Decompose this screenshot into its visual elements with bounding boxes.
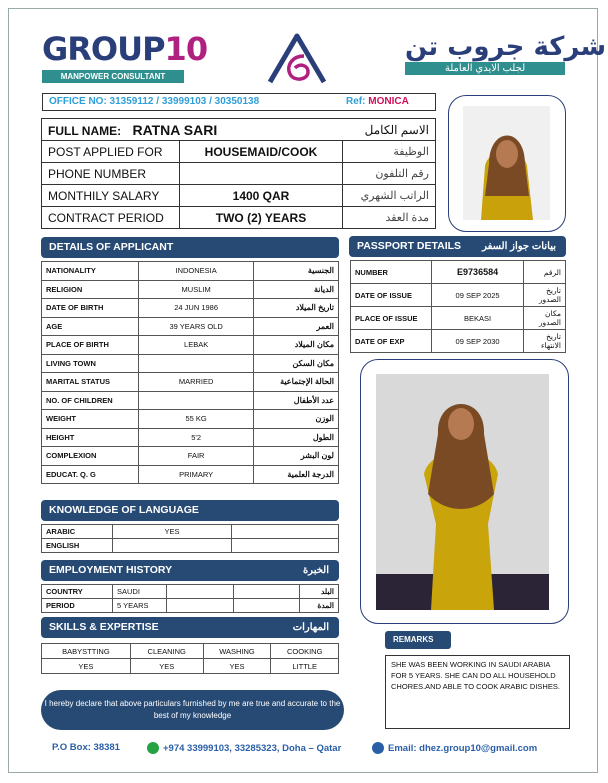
table-row xyxy=(42,539,339,553)
emblem-logo-icon xyxy=(264,30,330,91)
phone-value xyxy=(180,163,343,185)
post-value: HOUSEMAID/COOK xyxy=(180,141,343,163)
detail-value: MUSLIM xyxy=(138,280,253,299)
detail-ar: العمر xyxy=(254,317,339,336)
footer-phones-text: +974 33999103, 33285323, Doha – Qatar xyxy=(163,742,342,754)
language-table xyxy=(41,524,339,553)
ref-value: MONICA xyxy=(368,96,409,107)
skill-value: YES xyxy=(42,659,131,674)
table-row xyxy=(351,307,566,330)
table-row xyxy=(42,336,339,355)
detail-value: INDONESIA xyxy=(138,262,253,281)
details-table xyxy=(41,261,339,484)
detail-value: 55 KG xyxy=(138,410,253,429)
skill-name: BABYSTTING xyxy=(42,644,131,659)
detail-ar: تاريخ الميلاد xyxy=(254,299,339,318)
detail-label: DATE OF BIRTH xyxy=(42,299,139,318)
employment-label: COUNTRY xyxy=(42,585,113,599)
table-row xyxy=(42,428,339,447)
language-title: KNOWLEDGE OF LANGUAGE xyxy=(49,504,199,516)
detail-value: MARRIED xyxy=(138,373,253,392)
detail-ar: الجنسية xyxy=(254,262,339,281)
employment-ar: البلد xyxy=(300,585,339,599)
remarks-text: SHE WAS BEEN WORKING IN SAUDI ARABIA FOR 5 YEARS. SHE CAN DO ALL HOUSEHOLD CHORES.AND ABLE TO COOK ARABIC DISHES. xyxy=(385,655,570,729)
detail-label: NATIONALITY xyxy=(42,262,139,281)
details-title: DETAILS OF APPLICANT xyxy=(49,241,174,253)
footer-phones xyxy=(147,742,341,754)
detail-value: 39 YEARS OLD xyxy=(138,317,253,336)
detail-label: PLACE OF BIRTH xyxy=(42,336,139,355)
footer-email-text[interactable]: Email: dhez.group10@gmail.com xyxy=(388,742,538,754)
passport-section-header xyxy=(349,236,566,257)
table-row xyxy=(42,141,436,163)
employment-table xyxy=(41,584,339,613)
passport-label: NUMBER xyxy=(351,261,432,284)
detail-value: 24 JUN 1986 xyxy=(138,299,253,318)
passport-title-ar: بيانات جواز السفر xyxy=(482,241,556,252)
full-name-ar: الاسم الكامل xyxy=(343,119,436,141)
contract-value: TWO (2) YEARS xyxy=(180,207,343,229)
skills-title-ar: المهارات xyxy=(292,622,329,633)
language-section-header xyxy=(41,500,339,521)
skill-name: CLEANING xyxy=(130,644,203,659)
employment-title: EMPLOYMENT HISTORY xyxy=(49,564,173,576)
table-row xyxy=(42,354,339,373)
passport-value: 09 SEP 2025 xyxy=(432,284,523,307)
employment-value: SAUDI xyxy=(113,585,167,599)
group10-logo xyxy=(42,30,207,83)
detail-label: NO. OF CHILDREN xyxy=(42,391,139,410)
table-row xyxy=(351,284,566,307)
passport-table xyxy=(350,260,566,353)
employment-ar: المدة xyxy=(300,599,339,613)
table-row xyxy=(42,410,339,429)
table-row xyxy=(42,299,339,318)
contract-label: CONTRACT PERIOD xyxy=(42,207,180,229)
portrait-photo-frame xyxy=(448,95,566,232)
contract-ar: مدة العقد xyxy=(343,207,436,229)
employment-title-ar: الخبرة xyxy=(302,565,329,576)
language-value: YES xyxy=(113,525,232,539)
main-info-table xyxy=(41,118,436,229)
passport-ar: مكان الصدور xyxy=(523,307,565,330)
details-section-header xyxy=(41,237,339,258)
passport-ar: تاريخ الانتهاء xyxy=(523,330,565,353)
passport-value: BEKASI xyxy=(432,307,523,330)
detail-value: PRIMARY xyxy=(138,465,253,484)
detail-value: 5'2 xyxy=(138,428,253,447)
remarks-header: REMARKS xyxy=(385,631,451,649)
passport-label: DATE OF ISSUE xyxy=(351,284,432,307)
table-row xyxy=(42,447,339,466)
footer-pobox: P.O Box: 38381 xyxy=(52,742,120,753)
passport-value: 09 SEP 2030 xyxy=(432,330,523,353)
fullbody-photo-frame xyxy=(360,359,569,624)
table-row xyxy=(42,185,436,207)
phone-ar: رقم التلفون xyxy=(343,163,436,185)
logo-number: 10 xyxy=(164,30,208,68)
table-row xyxy=(42,659,339,674)
table-row xyxy=(42,585,339,599)
skills-table xyxy=(41,643,339,674)
passport-title: PASSPORT DETAILS xyxy=(357,240,462,252)
ref-label: Ref: xyxy=(346,96,366,107)
table-row xyxy=(351,330,566,353)
detail-label: COMPLEXION xyxy=(42,447,139,466)
passport-value: E9736584 xyxy=(432,261,523,284)
detail-ar: عدد الأطفال xyxy=(254,391,339,410)
office-numbers-bar xyxy=(42,93,436,111)
table-row xyxy=(42,163,436,185)
employment-value: 5 YEARS xyxy=(113,599,167,613)
table-row xyxy=(42,207,436,229)
detail-label: AGE xyxy=(42,317,139,336)
declaration-banner: I hereby declare that above particulars furnished by me are true and accurate to the best of my knowledge xyxy=(41,690,344,730)
arabic-logo-text: شركة جروب تن xyxy=(405,32,607,62)
post-ar: الوظيفة xyxy=(343,141,436,163)
table-row xyxy=(42,525,339,539)
salary-label: MONTHILY SALARY xyxy=(42,185,180,207)
salary-ar: الراتب الشهري xyxy=(343,185,436,207)
detail-label: WEIGHT xyxy=(42,410,139,429)
detail-ar: الديانة xyxy=(254,280,339,299)
passport-label: DATE OF EXP xyxy=(351,330,432,353)
arabic-logo-subtitle: لجلب الايدي العاملة xyxy=(405,62,565,75)
footer-email xyxy=(372,742,537,754)
skill-value: LITTLE xyxy=(271,659,339,674)
table-row xyxy=(42,317,339,336)
detail-ar: مكان الميلاد xyxy=(254,336,339,355)
language-value xyxy=(113,539,232,553)
fullbody-photo xyxy=(376,374,549,610)
detail-value xyxy=(138,354,253,373)
passport-ar: تاريخ الصدور xyxy=(523,284,565,307)
detail-value: FAIR xyxy=(138,447,253,466)
skill-name: COOKING xyxy=(271,644,339,659)
skills-section-header xyxy=(41,617,339,638)
portrait-photo xyxy=(463,106,550,220)
detail-label: RELIGION xyxy=(42,280,139,299)
full-name-row xyxy=(42,119,436,141)
table-row xyxy=(42,373,339,392)
whatsapp-icon xyxy=(147,742,159,754)
skill-name: WASHING xyxy=(203,644,271,659)
table-row xyxy=(42,644,339,659)
employment-label: PERIOD xyxy=(42,599,113,613)
logo-subtitle: MANPOWER CONSULTANT xyxy=(42,70,184,83)
detail-ar: الطول xyxy=(254,428,339,447)
salary-value: 1400 QAR xyxy=(180,185,343,207)
table-row xyxy=(42,280,339,299)
skill-value: YES xyxy=(203,659,271,674)
detail-label: HEIGHT xyxy=(42,428,139,447)
passport-label: PLACE OF ISSUE xyxy=(351,307,432,330)
full-name-value: RATNA SARI xyxy=(132,121,218,138)
detail-label: EDUCAT. Q. G xyxy=(42,465,139,484)
detail-label: MARITAL STATUS xyxy=(42,373,139,392)
detail-ar: الدرجة العلمية xyxy=(254,465,339,484)
detail-value: LEBAK xyxy=(138,336,253,355)
table-row xyxy=(42,465,339,484)
table-row xyxy=(42,262,339,281)
full-name-label: FULL NAME: xyxy=(48,123,122,138)
detail-ar: لون البشر xyxy=(254,447,339,466)
table-row xyxy=(42,391,339,410)
detail-value xyxy=(138,391,253,410)
detail-ar: مكان السكن xyxy=(254,354,339,373)
skill-value: YES xyxy=(130,659,203,674)
detail-ar: الحالة الإجتماعية xyxy=(254,373,339,392)
office-numbers: OFFICE NO: 31359112 / 33999103 / 30350138 xyxy=(49,96,260,107)
detail-ar: الوزن xyxy=(254,410,339,429)
passport-ar: الرقم xyxy=(523,261,565,284)
logo-text: GROUP xyxy=(42,30,165,68)
employment-section-header xyxy=(41,560,339,581)
language-label: ENGLISH xyxy=(42,539,113,553)
language-label: ARABIC xyxy=(42,525,113,539)
detail-label: LIVING TOWN xyxy=(42,354,139,373)
email-icon xyxy=(372,742,384,754)
table-row xyxy=(351,261,566,284)
table-row xyxy=(42,599,339,613)
phone-label: PHONE NUMBER xyxy=(42,163,180,185)
arabic-logo xyxy=(405,32,606,75)
post-label: POST APPLIED FOR xyxy=(42,141,180,163)
skills-title: SKILLS & EXPERTISE xyxy=(49,621,159,633)
